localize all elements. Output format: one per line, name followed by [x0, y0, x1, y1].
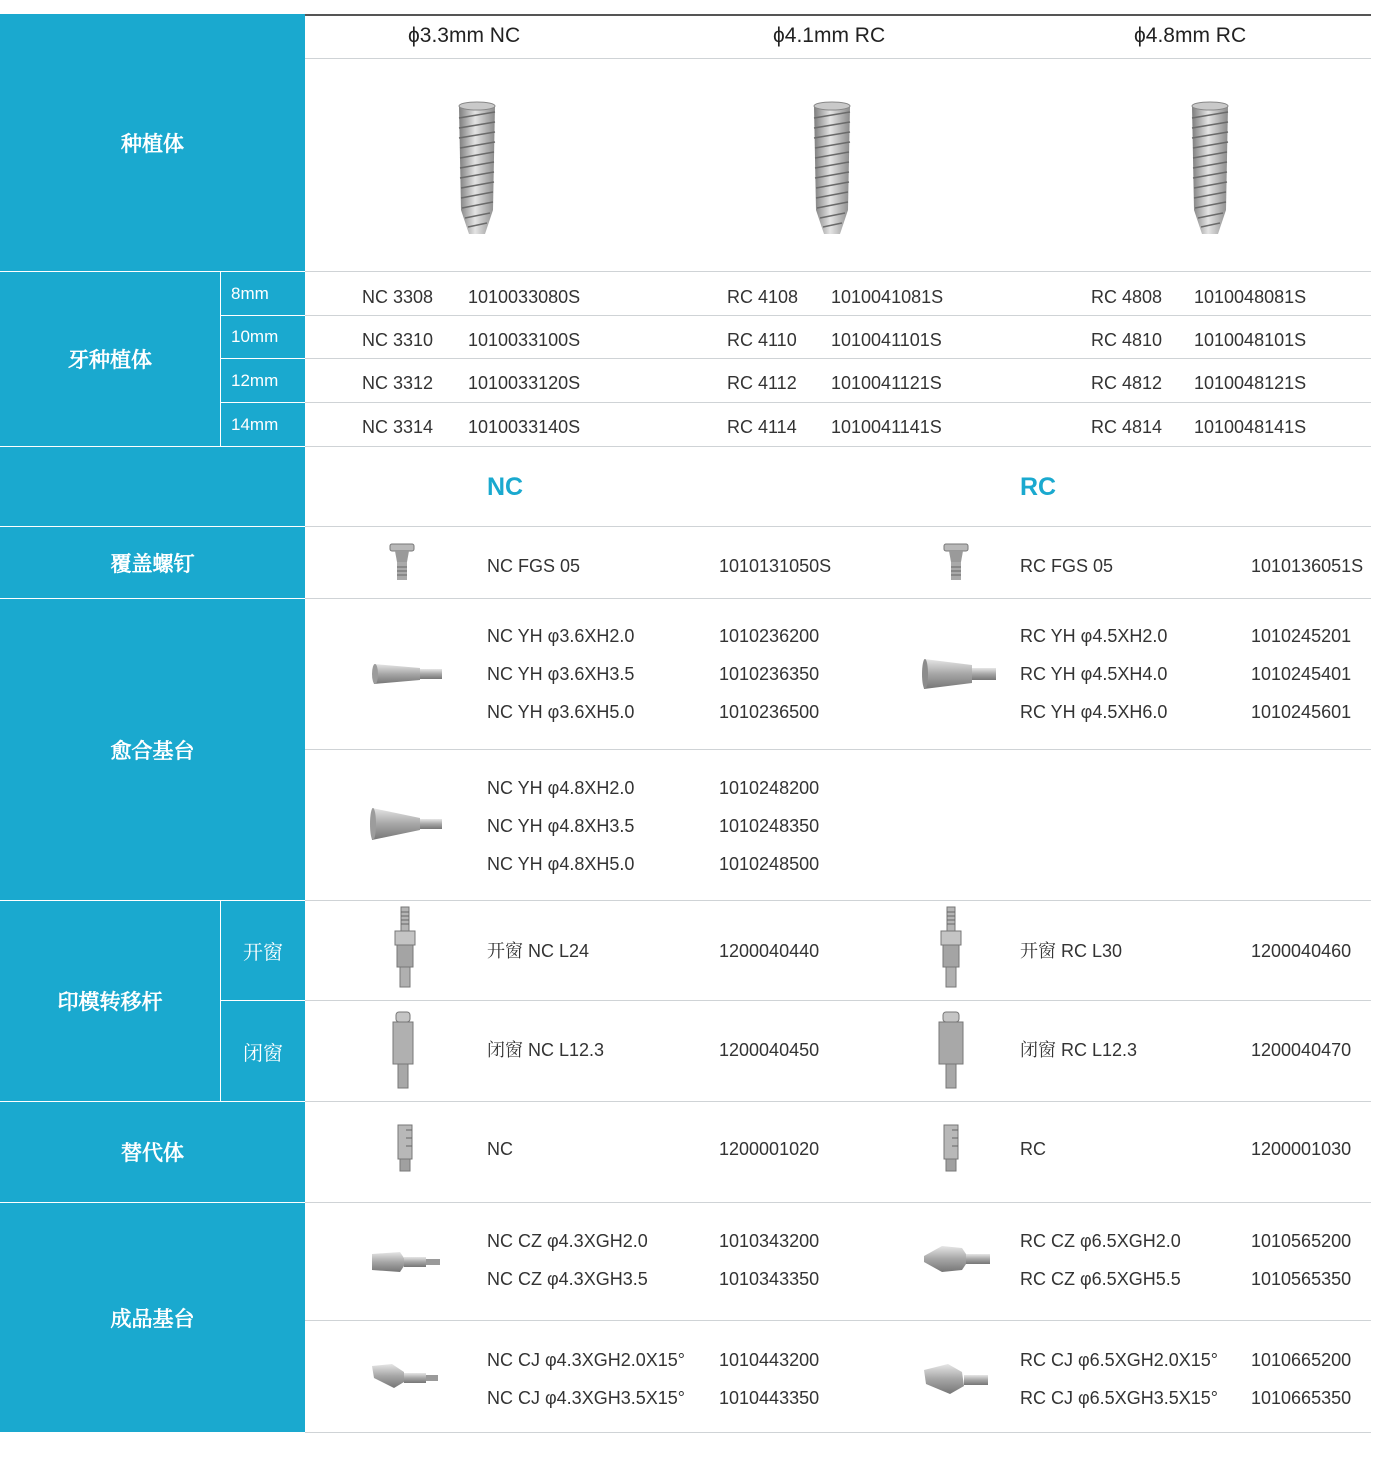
cover-rc-code: 1010136051S	[1251, 556, 1364, 576]
analog-icon	[940, 1124, 962, 1172]
closed-nc-name: 闭窗 NC L12.3	[487, 1040, 605, 1060]
length-12mm: 12mm	[221, 359, 305, 402]
analog-rc-name: RC	[1020, 1139, 1046, 1159]
sep-header	[305, 58, 1371, 59]
analog-rc-code: 1200001030	[1251, 1139, 1352, 1159]
label-platform-blank	[0, 447, 305, 526]
impression-post-open-icon	[938, 906, 964, 990]
healing-abutment-icon	[372, 660, 444, 688]
sep-bottom	[305, 1432, 1371, 1433]
cover-nc-code: 1010131050S	[719, 556, 832, 576]
sep-row4	[305, 446, 1371, 447]
length-14mm: 14mm	[221, 403, 305, 446]
length-10mm: 10mm	[221, 316, 305, 358]
label-healing-abutment: 愈合基台	[0, 599, 305, 900]
implant-icon	[455, 100, 499, 238]
angled-abutment-icon	[370, 1362, 440, 1390]
sep-row3	[305, 402, 1371, 403]
header-col2: ϕ4.1mm RC	[773, 24, 886, 47]
analog-nc-name: NC	[487, 1139, 513, 1159]
healing-abutment-icon	[370, 806, 444, 842]
platform-rc: RC	[1020, 473, 1057, 501]
implant-icon	[1184, 100, 1236, 238]
cover-nc-name: NC FGS 05	[487, 556, 581, 576]
label-analog: 替代体	[0, 1102, 305, 1202]
top-rule	[305, 14, 1371, 16]
platform-nc: NC	[487, 473, 524, 501]
impression-post-closed-icon	[390, 1010, 416, 1090]
header-col1: ϕ3.3mm NC	[408, 24, 521, 47]
sep-platform	[305, 526, 1371, 527]
sep-row1	[305, 315, 1371, 316]
cover-screw-icon	[389, 542, 415, 584]
sep-stock-a	[305, 1320, 1371, 1321]
cover-screw-icon	[943, 542, 969, 584]
sep-closed	[305, 1101, 1371, 1102]
sep-implant	[305, 271, 1371, 272]
sep-cover	[305, 598, 1371, 599]
closed-nc-code: 1200040450	[719, 1040, 820, 1060]
implant-icon	[808, 100, 856, 238]
open-rc-code: 1200040460	[1251, 941, 1352, 961]
label-closed-tray: 闭窗	[221, 1001, 305, 1101]
angled-abutment-icon	[922, 1362, 994, 1396]
label-open-tray: 开窗	[221, 901, 305, 1000]
open-nc-name: 开窗 NC L24	[487, 941, 590, 961]
healing-abutment-icon	[922, 656, 998, 692]
analog-nc-code: 1200001020	[719, 1139, 820, 1159]
sep-heal-a	[305, 749, 1371, 750]
sep-analog	[305, 1202, 1371, 1203]
label-cover-screw: 覆盖螺钉	[0, 527, 305, 598]
cover-rc-name: RC FGS 05	[1020, 556, 1114, 576]
impression-post-closed-icon	[936, 1010, 966, 1090]
open-rc-name: 开窗 RC L30	[1020, 941, 1123, 961]
sep-heal-b	[305, 900, 1371, 901]
closed-rc-name: 闭窗 RC L12.3	[1020, 1040, 1138, 1060]
stock-abutment-icon	[922, 1244, 992, 1274]
header-col3: ϕ4.8mm RC	[1134, 24, 1247, 47]
impression-post-open-icon	[392, 906, 418, 990]
label-stock-abutment: 成品基台	[0, 1203, 305, 1432]
open-nc-code: 1200040440	[719, 941, 820, 961]
sep-open	[305, 1000, 1371, 1001]
sep-row2	[305, 358, 1371, 359]
label-impression-post: 印模转移杆	[0, 901, 220, 1101]
length-8mm: 8mm	[221, 272, 305, 315]
stock-abutment-icon	[370, 1250, 442, 1274]
analog-icon	[394, 1124, 416, 1172]
closed-rc-code: 1200040470	[1251, 1040, 1352, 1060]
label-dental-implant: 牙种植体	[0, 272, 220, 446]
label-implant-body: 种植体	[0, 14, 305, 271]
